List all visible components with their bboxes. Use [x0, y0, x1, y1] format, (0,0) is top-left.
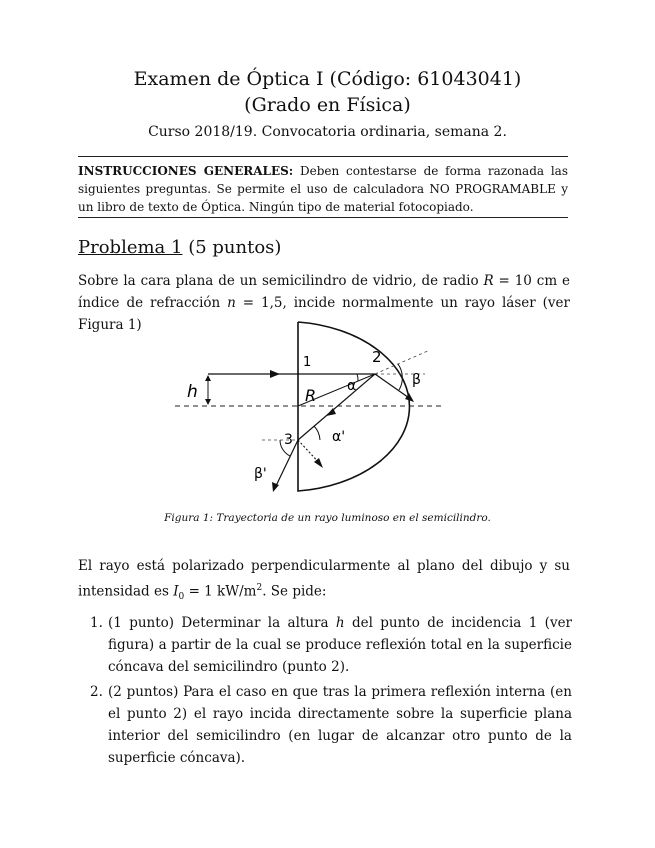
radius-variable: R	[483, 273, 494, 289]
label-alpha: α	[347, 378, 357, 394]
reflected-arrow-3	[314, 458, 323, 468]
exam-subtitle: (Grado en Física)	[244, 94, 411, 116]
question-item: 1. (1 punto) Determinar la altura h del punto de incidencia 1 (ver figura) a partir de la cual se produce reflexión total en la superficie cóncava del semicilindro (punto 2).	[90, 612, 572, 678]
label-alpha-prime: α'	[332, 429, 346, 445]
h-arrow-top	[205, 375, 211, 381]
instructions-text: Deben contestarse de forma razonada las siguientes preguntas. Se permite el uso de calculadora NO PROGRAMABLE y un libro de texto de Óptica. Ningún tipo de material fotocopiado.	[78, 164, 568, 214]
figure-caption: Figura 1: Trayectoria de un rayo luminoso en el semicilindro.	[164, 512, 491, 524]
label-point-3: 3	[284, 432, 293, 448]
question-item: 2. (2 puntos) Para el caso en que tras la primera reflexión interna (en el punto 2) el rayo incida directamente sobre la superficie plana interior del semicilindro (en lugar de alcanzar otro punto de la superficie cóncava).	[90, 681, 572, 769]
label-beta: β	[412, 372, 421, 388]
label-point-2: 2	[372, 348, 382, 366]
intensity-variable: I	[173, 583, 179, 600]
polarization-paragraph: El rayo está polarizado perpendicularmente al plano del dibujo y su intensidad es $I_0 = 1$ $kW/m^2$. Se pide:	[78, 558, 570, 603]
index-variable: n	[227, 295, 236, 311]
course-line: Curso 2018/19. Convocatoria ordinaria, semana 2.	[148, 124, 507, 140]
question-number: 1.	[90, 615, 103, 631]
label-radius: R	[305, 386, 317, 405]
label-beta-prime: β'	[254, 466, 267, 482]
problem-title: Problema 1	[78, 237, 183, 258]
label-point-1: 1	[303, 355, 312, 370]
h-arrow-bottom	[205, 399, 211, 405]
exam-title: Examen de Óptica I (Código: 61043041)	[133, 68, 522, 90]
incident-arrow	[270, 370, 280, 378]
transmitted-arrow-3	[272, 482, 279, 492]
problem-points: (5 puntos)	[188, 237, 282, 258]
label-h: h	[187, 382, 198, 402]
instructions-label: INSTRUCCIONES GENERALES:	[78, 164, 294, 178]
problem-intro: Sobre la cara plana de un semicilindro de vidrio, de radio R = 10 cm e índice de refracción n = 1,5, incide normalmente un rayo láser (ver Figura 1)	[78, 273, 570, 333]
question-number: 2.	[90, 684, 103, 700]
alpha-arc	[357, 374, 358, 381]
alpha-prime-arc	[314, 426, 320, 440]
